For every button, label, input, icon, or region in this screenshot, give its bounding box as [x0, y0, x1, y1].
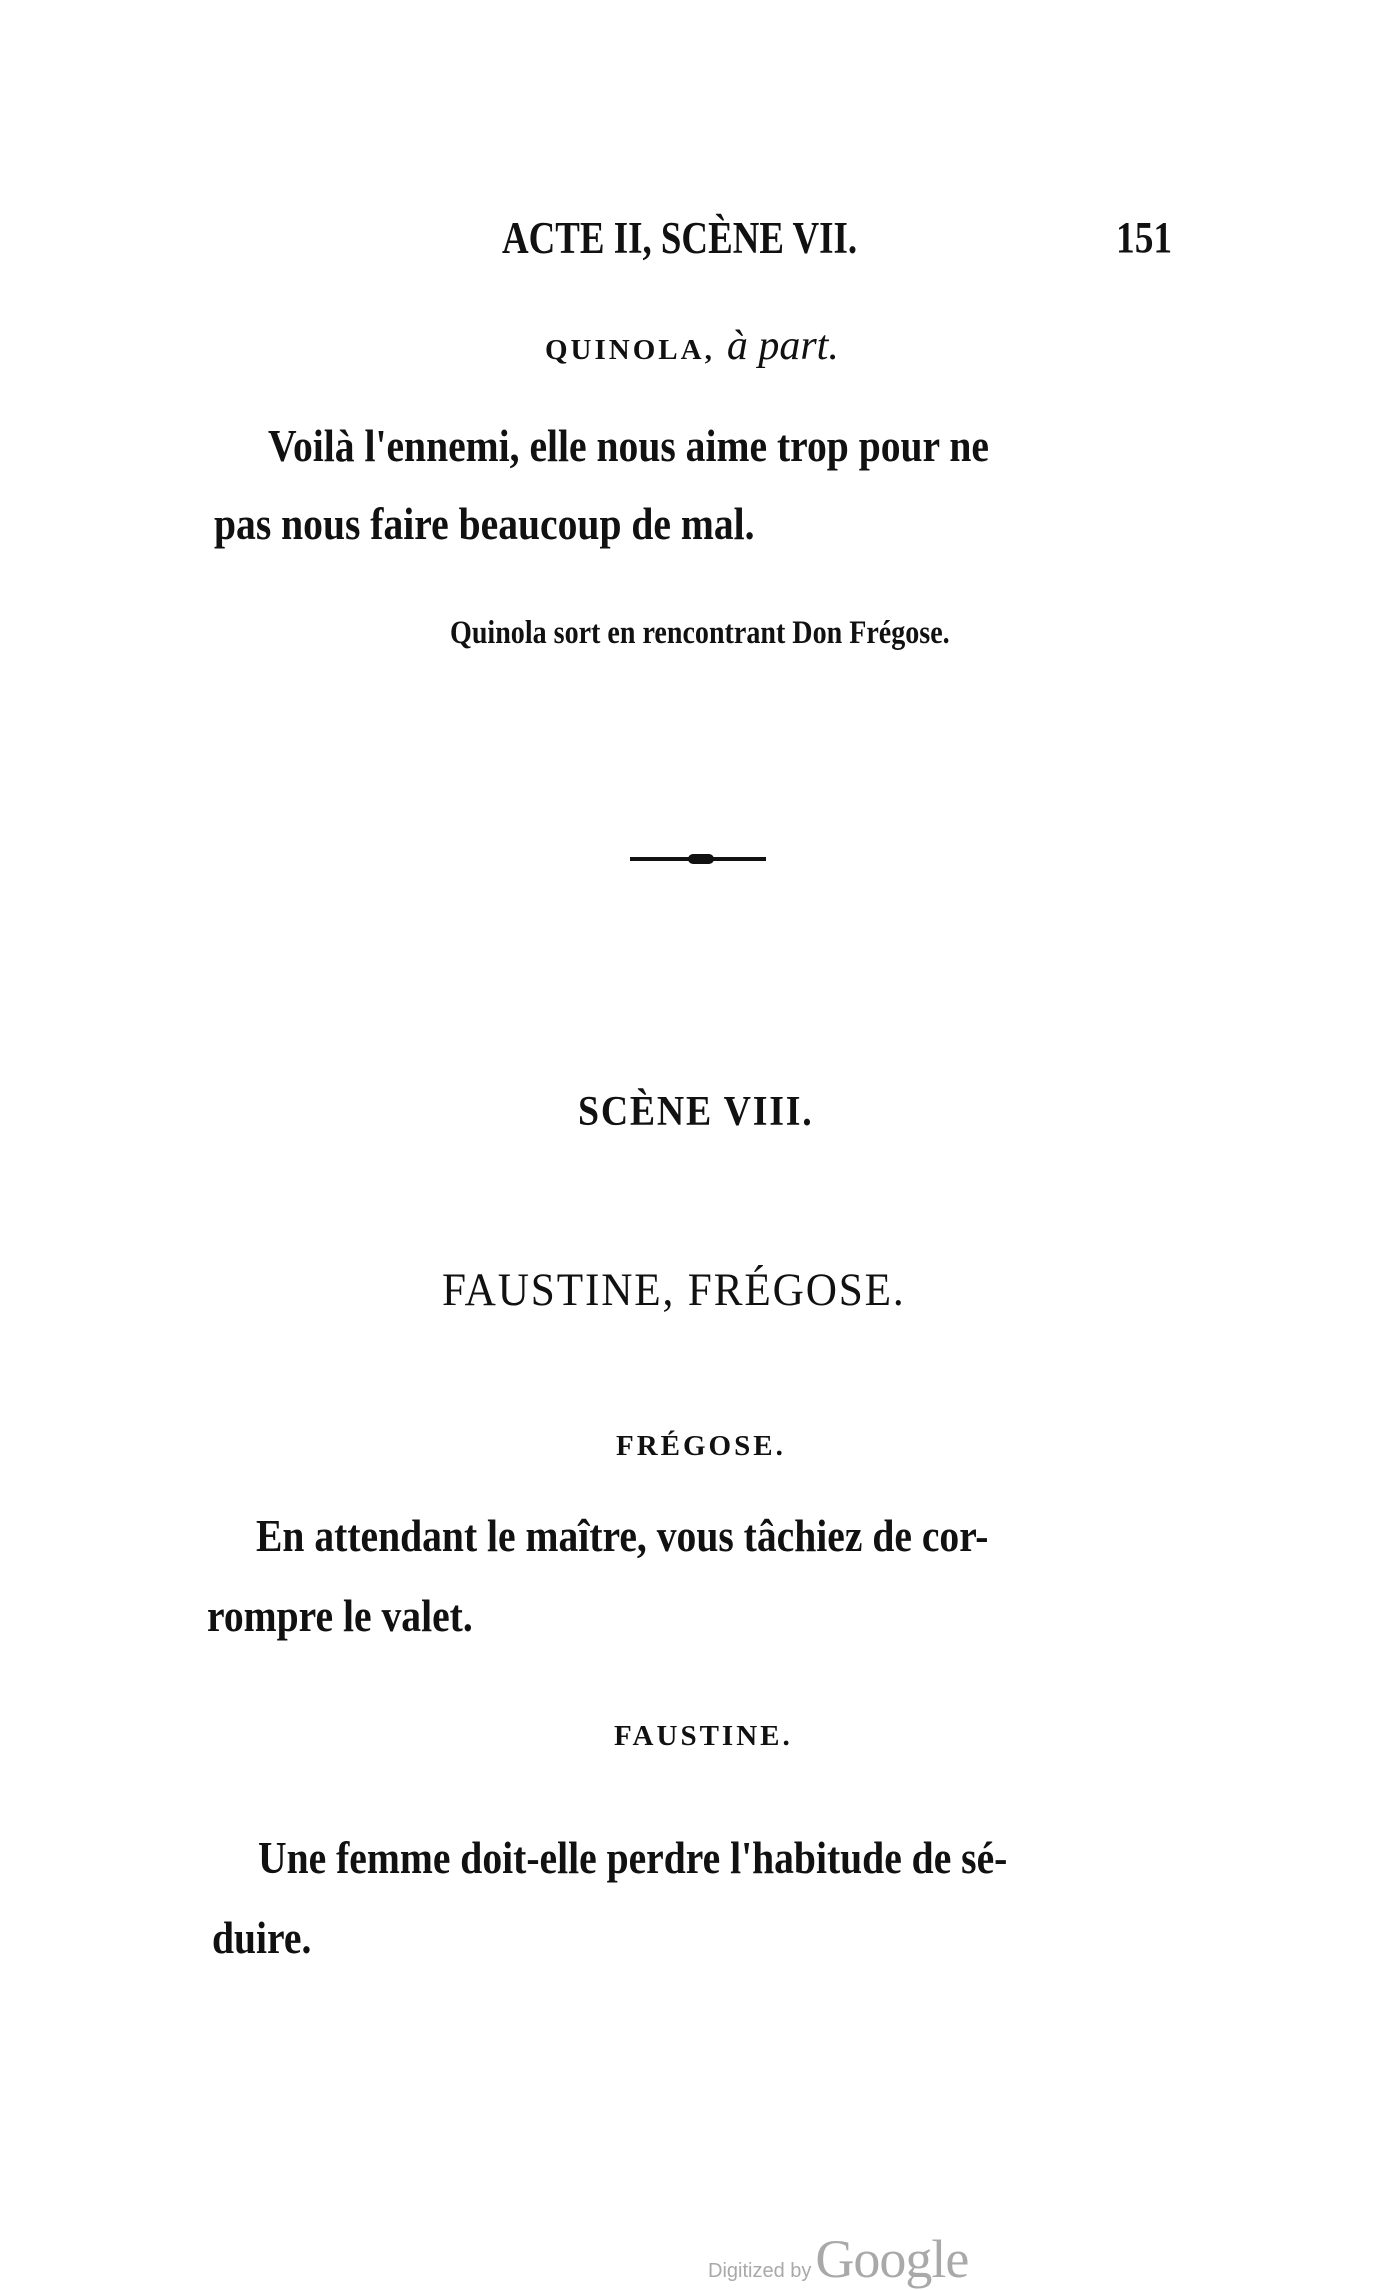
speaker-name: QUINOLA,	[545, 334, 715, 366]
speaker-quinola	[545, 322, 839, 370]
running-head: ACTE II, SCÈNE VII.	[502, 213, 858, 263]
scene-title: SCÈNE VIII.	[578, 1089, 814, 1135]
stage-direction: Quinola sort en rencontrant Don Frégose.	[450, 615, 950, 651]
speech-line: Voilà l'ennemi, elle nous aime trop pour ne	[268, 421, 989, 471]
speech-line: rompre le valet.	[207, 1591, 473, 1641]
speaker-fregose: FRÉGOSE.	[616, 1430, 786, 1462]
speech-line: pas nous faire beaucoup de mal.	[214, 499, 755, 549]
characters-list: FAUSTINE, FRÉGOSE.	[442, 1264, 906, 1316]
speaker-faustine: FAUSTINE.	[614, 1720, 793, 1752]
page-number: 151	[1116, 213, 1173, 262]
speech-line: duire.	[212, 1913, 312, 1963]
section-divider	[630, 857, 766, 861]
watermark-prefix: Digitized by	[708, 2260, 812, 2282]
digitized-watermark	[708, 2228, 968, 2290]
speech-line: Une femme doit-elle perdre l'habitude de sé-	[258, 1833, 1008, 1883]
aside-direction: à part.	[726, 323, 839, 369]
speech-line: En attendant le maître, vous tâchiez de cor-	[256, 1511, 989, 1561]
google-logo: Google	[815, 2229, 969, 2289]
